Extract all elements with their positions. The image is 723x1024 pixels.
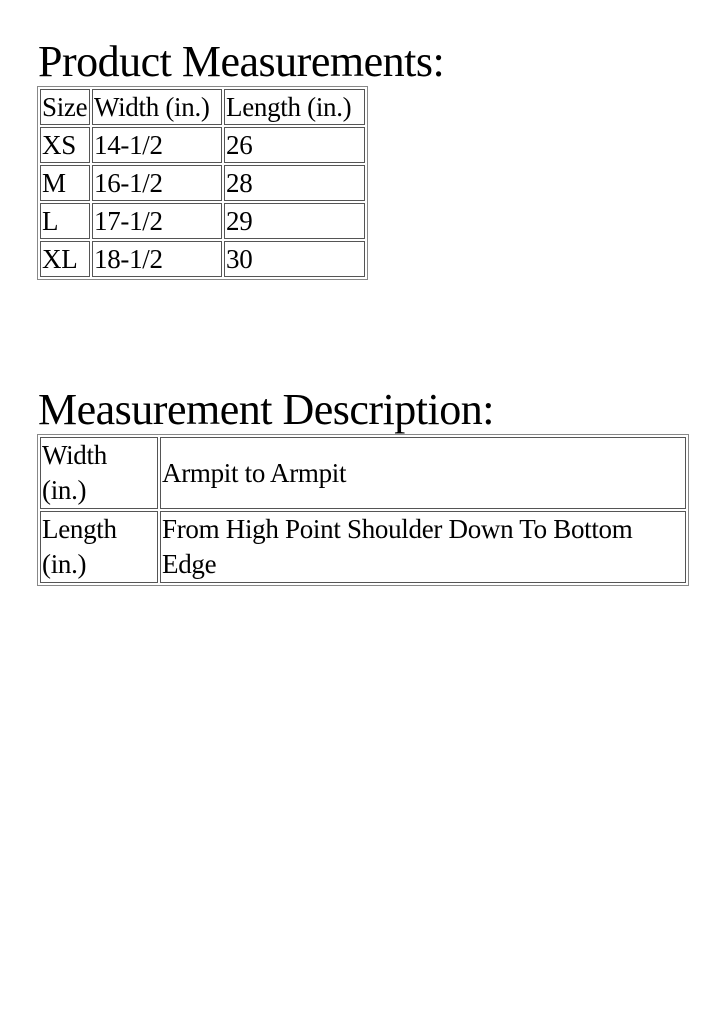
measurements-table <box>37 86 368 280</box>
width-cell: 16-1/2 <box>92 165 222 201</box>
label-line: (in.) <box>42 549 87 579</box>
description-label <box>40 511 158 583</box>
length-cell: 30 <box>224 241 365 277</box>
table-row <box>40 241 365 277</box>
table-row <box>40 203 365 239</box>
description-text: Armpit to Armpit <box>160 437 686 509</box>
length-cell: 26 <box>224 127 365 163</box>
product-measurements-title: Product Measurements: <box>38 37 445 86</box>
size-cell: L <box>40 203 90 239</box>
measurement-description-title: Measurement Description: <box>38 385 494 434</box>
header-size: Size <box>40 89 90 125</box>
description-text: From High Point Shoulder Down To Bottom Edge <box>160 511 686 583</box>
table-row <box>40 127 365 163</box>
label-line: Length <box>42 514 117 544</box>
description-table <box>37 434 689 586</box>
table-row <box>40 165 365 201</box>
length-cell: 28 <box>224 165 365 201</box>
label-line: Width <box>42 440 107 470</box>
width-cell: 14-1/2 <box>92 127 222 163</box>
width-cell: 17-1/2 <box>92 203 222 239</box>
label-line: (in.) <box>42 475 87 505</box>
header-length: Length (in.) <box>224 89 365 125</box>
header-width: Width (in.) <box>92 89 222 125</box>
width-cell: 18-1/2 <box>92 241 222 277</box>
size-cell: M <box>40 165 90 201</box>
size-cell: XS <box>40 127 90 163</box>
table-header-row <box>40 89 365 125</box>
description-label <box>40 437 158 509</box>
table-row <box>40 511 686 583</box>
size-cell: XL <box>40 241 90 277</box>
length-cell: 29 <box>224 203 365 239</box>
table-row <box>40 437 686 509</box>
